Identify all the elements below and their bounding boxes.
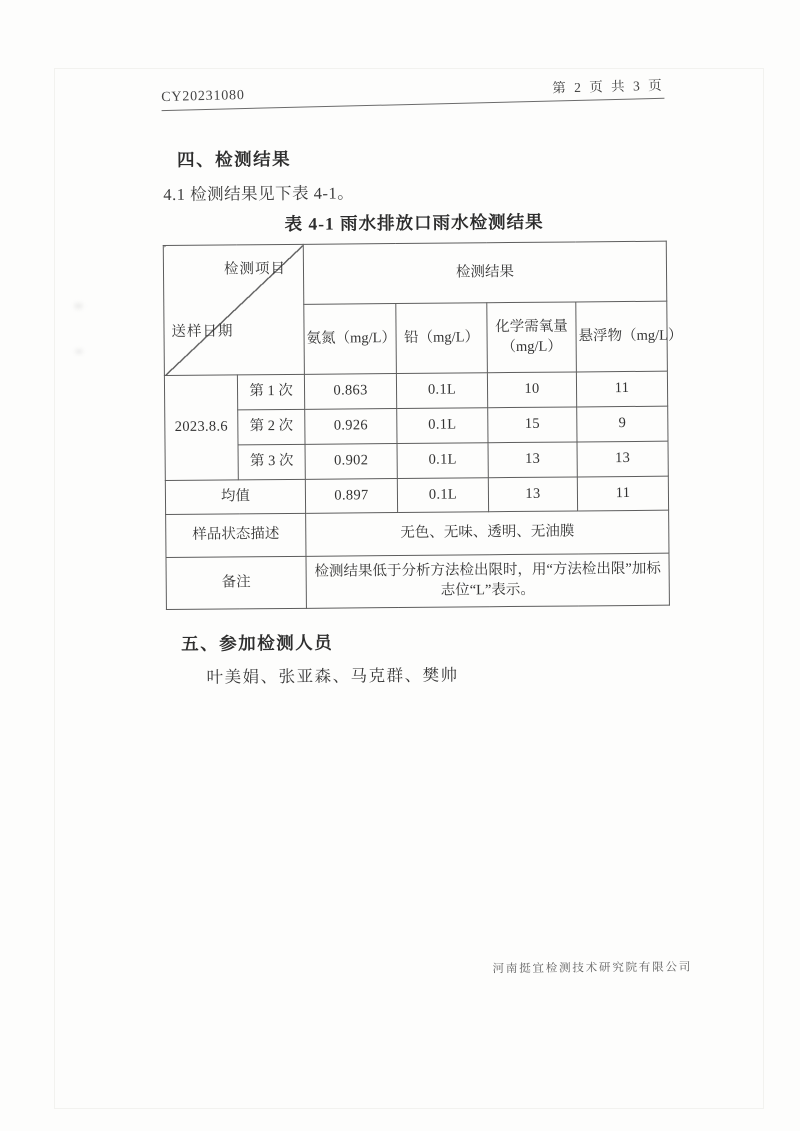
mean-value-cell: 11 (577, 476, 668, 511)
section-4-heading: 四、检测结果 (176, 148, 292, 170)
remark-value: 检测结果低于分析方法检出限时，用“方法检出限”加标志位“L”表示。 (306, 553, 669, 608)
personnel-names: 叶美娟、张亚森、马克群、樊帅 (206, 665, 459, 687)
value-cell: 13 (577, 441, 668, 477)
table-title: 表 4-1 雨水排放口雨水检测结果 (284, 211, 544, 234)
value-cell: 0.1L (397, 443, 488, 479)
value-cell: 13 (488, 442, 577, 478)
table-header-row-1 (163, 241, 667, 305)
sample-state-value: 无色、无味、透明、无油膜 (306, 510, 669, 556)
corner-label-test-item: 检测项目 (223, 260, 287, 278)
table-row-run2 (165, 406, 668, 445)
section-5-heading: 五、参加检测人员 (181, 632, 334, 654)
table-row-run1 (164, 371, 667, 410)
mean-value-cell: 0.897 (305, 479, 397, 514)
footer-company-name: 河南挺宜检测技术研究院有限公司 (492, 961, 693, 976)
section-4-intro: 4.1 检测结果见下表 4-1。 (163, 183, 355, 205)
table-row-sample-state (166, 510, 669, 557)
column-header-cod: 化学需氧量（mg/L） (487, 302, 577, 373)
table-row-mean (165, 476, 668, 514)
report-number: CY20231080 (161, 88, 245, 106)
result-header-cell: 检测结果 (303, 241, 667, 304)
corner-label-sample-date: 送样日期 (171, 323, 234, 341)
rainwater-results-table (163, 241, 683, 610)
remark-label: 备注 (166, 556, 306, 609)
table-row-remark (166, 553, 669, 609)
value-cell: 9 (577, 406, 668, 442)
value-cell: 0.902 (305, 444, 397, 480)
mean-label: 均值 (165, 479, 305, 514)
page-number-indicator: 第 2 页 共 3 页 (552, 77, 665, 96)
page-header (161, 74, 664, 111)
value-cell: 10 (487, 372, 576, 408)
column-header-ammonia: 氨氮（mg/L） (304, 304, 397, 375)
sample-date-cell: 2023.8.6 (164, 375, 238, 481)
value-cell: 0.863 (304, 374, 396, 410)
value-cell: 0.926 (305, 409, 397, 445)
value-cell: 0.1L (396, 373, 487, 409)
run-label: 第 3 次 (238, 444, 305, 480)
diagonal-corner-cell (163, 244, 304, 375)
run-label: 第 2 次 (238, 409, 305, 445)
sample-state-label: 样品状态描述 (166, 513, 306, 557)
mean-value-cell: 0.1L (397, 478, 488, 513)
value-cell: 15 (488, 407, 577, 443)
value-cell: 11 (576, 371, 667, 407)
table-row-run3 (165, 441, 668, 480)
column-header-suspended-solids: 悬浮物（mg/L） (576, 301, 668, 372)
mean-value-cell: 13 (488, 477, 577, 512)
column-header-lead: 铅（mg/L） (396, 303, 488, 374)
value-cell: 0.1L (397, 408, 488, 444)
run-label: 第 1 次 (237, 374, 304, 410)
